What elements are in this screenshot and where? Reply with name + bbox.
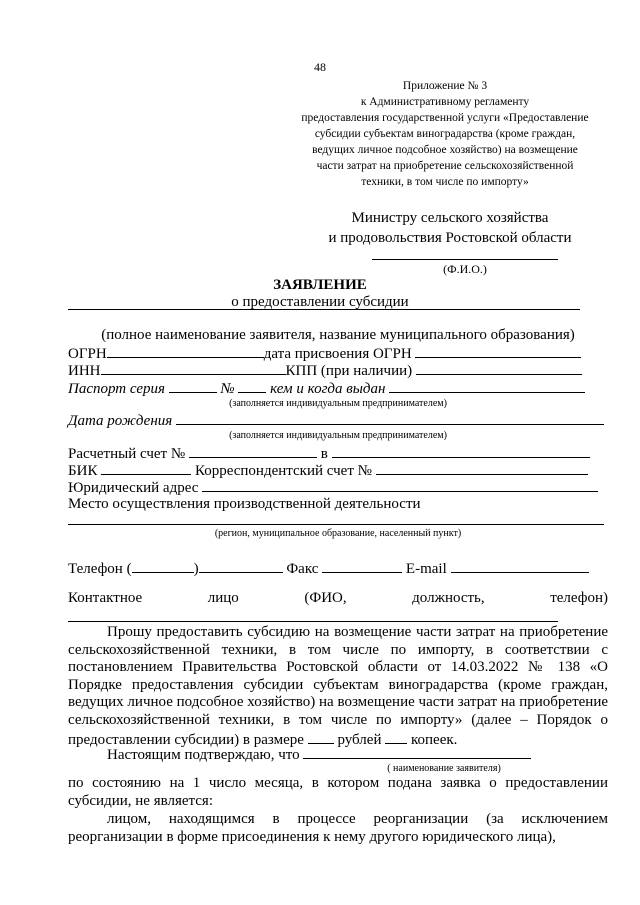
contact-word: лицо <box>207 590 239 606</box>
production-place-label: Место осуществления производственной деятельности <box>68 496 421 512</box>
confirm-row <box>107 745 531 764</box>
page-number: 48 <box>314 60 326 74</box>
ip-note: (заполняется индивидуальным предпринимателем) <box>229 430 447 441</box>
appendix-header <box>280 78 610 190</box>
inn-label: ИНН <box>68 363 101 379</box>
appendix-line: части затрат на приобретение сельскохозяйственной <box>316 160 574 172</box>
fio-field-line[interactable] <box>372 259 558 260</box>
passport-number-label: № <box>220 381 235 397</box>
fax-label: Факс <box>286 561 319 577</box>
contact-word: телефон) <box>550 590 608 606</box>
fax-field[interactable] <box>322 559 402 573</box>
confirm-text: Настоящим подтверждаю, что <box>107 747 300 763</box>
legal-address-field[interactable] <box>202 478 598 492</box>
ip-note: (заполняется индивидуальным предпринимателем) <box>229 398 447 409</box>
phone-label: Телефон ( <box>68 561 132 577</box>
phone-code-field[interactable] <box>132 559 194 573</box>
appendix-line: субсидии субъектам виноградарства (кроме граждан, <box>314 128 576 140</box>
inn-field[interactable] <box>101 361 286 375</box>
appendix-line: Приложение № 3 <box>402 80 488 92</box>
kpp-field[interactable] <box>416 361 582 375</box>
account-bank-label: в <box>320 446 328 462</box>
amount-rub-field[interactable] <box>308 730 334 744</box>
document-title: ЗАЯВЛЕНИЕ <box>273 277 367 293</box>
request-paragraph <box>68 624 608 749</box>
contact-word: Контактное <box>68 590 143 606</box>
passport-issued-label: кем и когда выдан <box>270 381 386 397</box>
passport-issued-field[interactable] <box>389 379 585 393</box>
appendix-line: техники, в том числе по импорту» <box>361 176 529 188</box>
ogrn-label: ОГРН <box>68 346 107 362</box>
corr-account-field[interactable] <box>376 461 588 475</box>
reorg-paragraph: лицом, находящимся в процессе реорганизации (за исключением реорганизации в форме присоединения к нему другого юридического лица), <box>68 811 608 845</box>
contact-word: (ФИО, <box>304 590 347 606</box>
bik-field[interactable] <box>101 461 191 475</box>
amount-kop-field[interactable] <box>385 730 407 744</box>
birth-date-label: Дата рождения <box>68 413 173 429</box>
ogrn-date-label: дата присвоения ОГРН <box>263 346 412 362</box>
contact-person-line[interactable] <box>68 621 558 622</box>
corr-account-label: Корреспондентский счет № <box>194 463 372 479</box>
kpp-label: КПП (при наличии) <box>285 363 413 379</box>
addressee-line: и продовольствия Ростовской области <box>328 230 572 246</box>
applicant-name-line[interactable] <box>68 309 580 310</box>
account-field[interactable] <box>189 444 317 458</box>
appendix-line: ведущих личное подсобное хозяйство) на возмещение <box>312 144 578 156</box>
production-place-line[interactable] <box>68 524 604 525</box>
request-text: Прошу предоставить субсидию на возмещение части затрат на приобретение сельскохозяйственной техники, в том числе по импорту, в соответствии с постановлением Правительства Ростовской области от 14.03.2022 № 138 «О Порядке предоставления субсидии субъектам виноградарства (кроме граждан, ведущих личное подсобное хозяйство) на возмещение части затрат на приобретение сельскохозяйственной техники, в том числе по импорту» (далее – Порядок о предоставлении субсидии) в размере <box>68 624 608 748</box>
birth-date-field[interactable] <box>176 411 604 425</box>
ogrn-field[interactable] <box>107 344 264 358</box>
appendix-line: к Административному регламенту <box>360 96 530 108</box>
passport-series-field[interactable] <box>169 379 217 393</box>
appendix-line: предоставления государственной услуги «Предоставление <box>301 112 589 124</box>
inn-row <box>68 361 582 380</box>
amount-rub-label: рублей <box>337 731 382 748</box>
bik-label: БИК <box>68 463 98 479</box>
passport-series-label: Паспорт серия <box>68 381 165 397</box>
contact-person-row <box>68 590 608 607</box>
status-paragraph: по состоянию на 1 число месяца, в котором подана заявка о предоставлении субсидии, не является: <box>68 775 608 809</box>
region-note: (регион, муниципальное образование, населенный пункт) <box>214 528 462 539</box>
phone-close: ) <box>193 561 199 577</box>
phone-field[interactable] <box>199 559 283 573</box>
email-field[interactable] <box>451 559 589 573</box>
birth-date-row <box>68 411 604 430</box>
addressee <box>320 208 580 248</box>
confirm-applicant-field[interactable] <box>303 745 531 759</box>
amount-kop-label: копеек. <box>410 731 458 748</box>
applicant-label: (полное наименование заявителя, название муниципального образования) <box>101 327 575 343</box>
addressee-line: Министру сельского хозяйства <box>351 210 549 226</box>
contact-word: должность, <box>412 590 485 606</box>
contacts-row <box>68 559 589 578</box>
email-label: E-mail <box>405 561 447 577</box>
account-bank-field[interactable] <box>332 444 590 458</box>
ogrn-date-field[interactable] <box>415 344 581 358</box>
account-label: Расчетный счет № <box>68 446 186 462</box>
fio-label: (Ф.И.О.) <box>443 262 487 276</box>
confirm-note: ( наименование заявителя) <box>387 763 501 774</box>
document-subtitle: о предоставлении субсидии <box>231 294 409 310</box>
passport-row <box>68 379 585 398</box>
passport-number-field[interactable] <box>238 379 266 393</box>
legal-address-label: Юридический адрес <box>68 480 199 496</box>
